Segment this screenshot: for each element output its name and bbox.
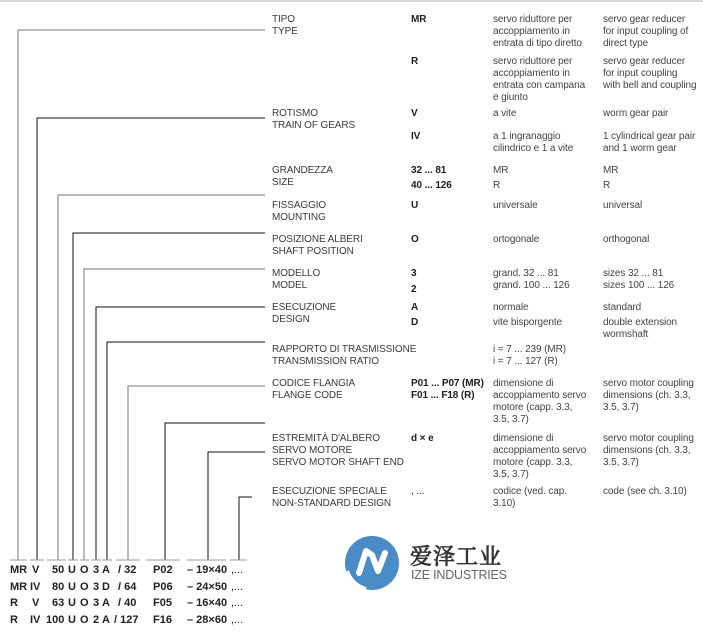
desc-en: servo motor coupling <box>603 433 694 444</box>
desc-it: universale <box>493 200 538 211</box>
desc-it: 3.5, 3.7) <box>493 414 529 425</box>
desc-it: normale <box>493 302 529 313</box>
code-v: V <box>411 108 418 119</box>
desc-it: cilindrico e 1 a vite <box>493 143 574 154</box>
ize-logo-icon <box>342 533 402 593</box>
label-tipo: TIPO <box>272 14 295 25</box>
desc-en: sizes 100 ... 126 <box>603 280 675 291</box>
label-design: DESIGN <box>272 314 310 325</box>
desc-it: ortogonale <box>493 234 540 245</box>
label-codice-flangia: CODICE FLANGIA <box>272 378 356 389</box>
desc-it: grand. 32 ... 81 <box>493 268 559 279</box>
desc-en: and 1 worm gear <box>603 143 677 154</box>
label-modello: MODELLO <box>272 268 321 279</box>
desc-en: worm gear pair <box>603 108 669 119</box>
example-row: R IV 100 U O 2 A / 127 F16 – 28×60 ,... <box>10 614 244 626</box>
label-servo-motore: SERVO MOTORE <box>272 445 353 456</box>
label-size: SIZE <box>272 177 294 188</box>
desc-en: double extension <box>603 317 678 328</box>
desc-it: R <box>493 180 501 191</box>
code-mr: MR <box>411 14 427 25</box>
label-esecuzione: ESECUZIONE <box>272 302 337 313</box>
desc-en: servo gear reducer <box>603 56 686 67</box>
desc-en: 3.5, 3.7) <box>603 402 639 413</box>
code-size-r: 40 ... 126 <box>411 180 452 191</box>
desc-it: 3.5, 3.7) <box>493 469 529 480</box>
desc-it: grand. 100 ... 126 <box>493 280 570 291</box>
desc-en: orthogonal <box>603 234 650 245</box>
desc-en: code (see ch. 3.10) <box>603 486 687 497</box>
code-2: 2 <box>411 284 417 295</box>
label-esecuzione-speciale: ESECUZIONE SPECIALE <box>272 486 387 497</box>
desc-it: dimensione di <box>493 378 554 389</box>
desc-en: dimensions (ch. 3.3, <box>603 445 691 456</box>
label-type: TYPE <box>272 26 298 37</box>
desc-en: 3.5, 3.7) <box>603 457 639 468</box>
label-estremita: ESTREMITÀ D'ALBERO <box>272 433 380 444</box>
desc-en: for input coupling of <box>603 26 689 37</box>
label-non-standard-design: NON-STANDARD DESIGN <box>272 498 392 509</box>
label-model: MODEL <box>272 280 308 291</box>
desc-it: servo riduttore per <box>493 56 573 67</box>
ratio-r: i = 7 ... 127 (R) <box>493 356 558 367</box>
label-flange-code: FLANGE CODE <box>272 390 343 401</box>
desc-en: 1 cylindrical gear pair <box>603 131 696 142</box>
label-train-of-gears: TRAIN OF GEARS <box>272 120 356 131</box>
label-shaft-position: SHAFT POSITION <box>272 246 354 257</box>
label-fissaggio: FISSAGGIO <box>272 200 327 211</box>
code-flange-mr: P01 ... P07 (MR) <box>411 378 484 389</box>
desc-en: for input coupling <box>603 68 678 79</box>
desc-it: e giunto <box>493 92 528 103</box>
desc-it: accoppiamento in <box>493 26 570 37</box>
logo-text-cn: 爱泽工业 <box>410 545 503 570</box>
code-d: D <box>411 317 419 328</box>
label-rotismo: ROTISMO <box>272 108 318 119</box>
desc-it: accoppiamento servo <box>493 390 587 401</box>
desc-it: a vite <box>493 108 517 119</box>
desc-it: 3.10) <box>493 498 516 509</box>
code-u: U <box>411 200 419 211</box>
desc-en: sizes 32 ... 81 <box>603 268 664 279</box>
desc-en: with bell and coupling <box>603 80 697 91</box>
label-transmission-ratio: TRANSMISSION RATIO <box>272 356 379 367</box>
example-row: MR IV 80 U O 3 D / 64 P06 – 24×50 ,... <box>10 581 244 593</box>
desc-it: accoppiamento servo <box>493 445 587 456</box>
desc-it: a 1 ingranaggio <box>493 131 561 142</box>
logo-text-en: IZE INDUSTRIES <box>411 568 507 582</box>
code-a: A <box>411 302 419 313</box>
desc-it: motore (capp. 3.3, <box>493 457 573 468</box>
desc-en: dimensions (ch. 3.3, <box>603 390 691 401</box>
desc-it: codice (ved. cap. <box>493 486 567 497</box>
desc-it: MR <box>493 165 509 176</box>
desc-it: entrata con campana <box>493 80 586 91</box>
desc-en: MR <box>603 165 619 176</box>
desc-it: servo riduttore per <box>493 14 573 25</box>
code-dxe: d × e <box>411 433 434 444</box>
code-iv: IV <box>411 131 421 142</box>
desc-en: universal <box>603 200 643 211</box>
example-row: R V 63 U O 3 A / 40 F05 – 16×40 ,... <box>10 597 244 609</box>
desc-en: standard <box>603 302 642 313</box>
code-r: R <box>411 56 419 67</box>
example-row: MR V 50 U O 3 A / 32 P02 – 19×40 ,... <box>10 564 244 576</box>
code-flange-r: F01 ... F18 (R) <box>411 390 475 401</box>
label-grandezza: GRANDEZZA <box>272 165 333 176</box>
label-servo-motor-shaft-end: SERVO MOTOR SHAFT END <box>272 457 404 468</box>
desc-it: vite bisporgente <box>493 317 563 328</box>
desc-it: motore (capp. 3.3, <box>493 402 573 413</box>
desc-en: servo motor coupling <box>603 378 694 389</box>
code-special: , ... <box>411 486 425 497</box>
label-rapporto: RAPPORTO DI TRASMISSIONE <box>272 344 417 355</box>
desc-it: dimensione di <box>493 433 554 444</box>
desc-it: entrata di tipo diretto <box>493 38 582 49</box>
code-o: O <box>411 234 419 245</box>
code-3: 3 <box>411 268 417 279</box>
desc-en: direct type <box>603 38 649 49</box>
ratio-mr: i = 7 ... 239 (MR) <box>493 344 566 355</box>
code-size-mr: 32 ... 81 <box>411 165 447 176</box>
desc-en: wormshaft <box>603 329 649 340</box>
desc-en: R <box>603 180 611 191</box>
desc-en: servo gear reducer <box>603 14 686 25</box>
label-posizione-alberi: POSIZIONE ALBERI <box>272 234 363 245</box>
label-mounting: MOUNTING <box>272 212 326 223</box>
desc-it: accoppiamento in <box>493 68 570 79</box>
